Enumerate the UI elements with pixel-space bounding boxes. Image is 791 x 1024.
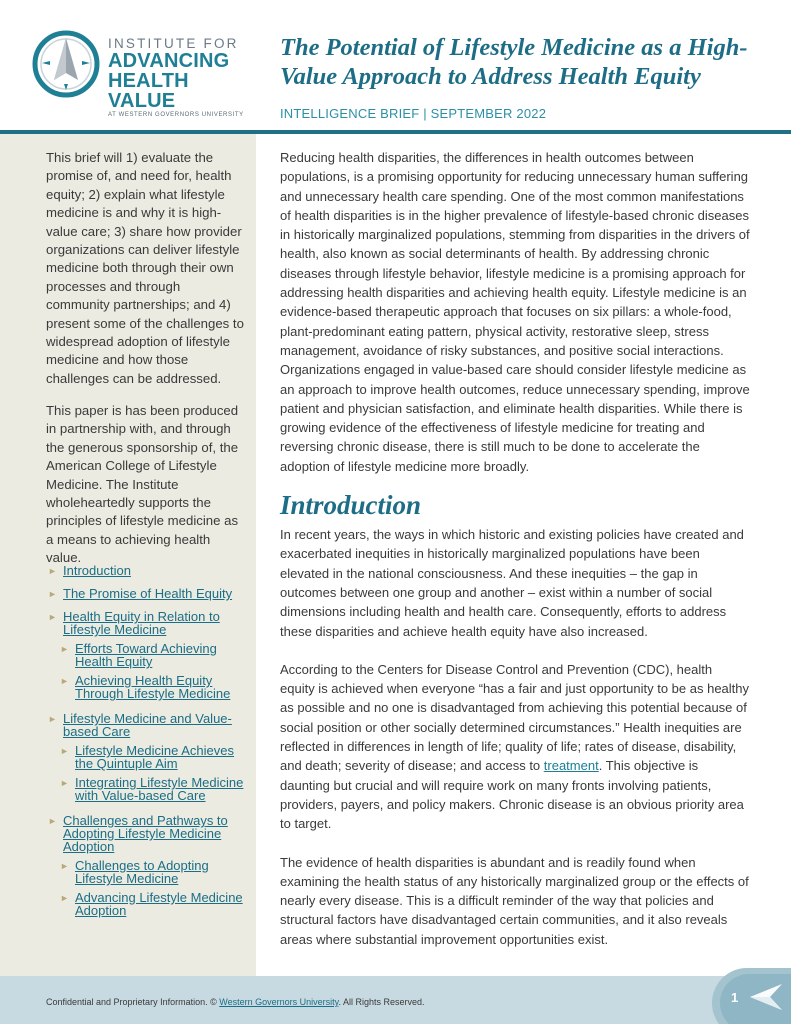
intro-paragraph-3: The evidence of health disparities is abundant and is readily found when examining the health status of any historically marginalized group or the effects of nearly every disease. This is a difficult reminder of the way that policies and structural factors have disadvantaged certain communities, and it also reveals areas where substantial improvement opportunities exist. <box>280 854 749 947</box>
triangle-bullet-icon: ► <box>60 644 69 654</box>
toc-item <box>46 712 251 802</box>
triangle-bullet-icon: ► <box>48 589 57 599</box>
toc-sublist <box>60 858 251 918</box>
footer-text-end: . All Rights Reserved. <box>338 997 425 1007</box>
page-number: 1 <box>731 990 739 1005</box>
toc-sublist <box>60 641 251 701</box>
toc-link-quintuple-aim[interactable]: Lifestyle Medicine Achieves the Quintuple Aim <box>75 743 234 771</box>
toc-sublist <box>60 743 251 803</box>
triangle-bullet-icon: ► <box>60 778 69 788</box>
toc-subitem <box>60 775 251 803</box>
logo-line-advancing: ADVANCING <box>108 50 230 72</box>
page-footer <box>0 976 791 1024</box>
toc-subitem <box>60 743 251 771</box>
toc-subitem <box>60 890 251 918</box>
logo-wordmark <box>108 36 257 120</box>
triangle-bullet-icon: ► <box>48 566 57 576</box>
toc-item <box>46 814 251 917</box>
toc-link-introduction[interactable]: Introduction <box>63 563 131 578</box>
toc-link-health-equity-lifestyle[interactable]: Health Equity in Relation to Lifestyle Medicine <box>63 609 220 637</box>
arrowhead-icon <box>748 982 784 1012</box>
sidebar-intro-text: This brief will 1) evaluate the promise of, and need for, health equity; 2) explain what lifestyle medicine is and why it is high-value care; 3) share how provider organizations can deliver lifestyle medicine both through their own processes and through community partnerships; and 4) present some of the challenges to widespread adoption of lifestyle medicine and how those challenges can be addressed. <box>46 150 244 386</box>
toc-link-efforts-toward-health-equity[interactable]: Efforts Toward Achieving Health Equity <box>75 641 217 669</box>
toc-link-achieving-health-equity[interactable]: Achieving Health Equity Through Lifestyle Medicine <box>75 673 231 701</box>
intro-paragraph-2-text-end: . This objective is daunting but crucial and will require work on many fronts involving patients, providers, payers, and policy makers. Chronic disease is an obvious priority area to target. <box>280 758 744 832</box>
compass-logo-icon <box>32 30 100 98</box>
logo-line-institute: INSTITUTE FOR <box>108 36 239 51</box>
footer-text-start: Confidential and Proprietary Information. © <box>46 997 220 1007</box>
toc-item <box>46 564 251 577</box>
wgu-link[interactable]: Western Governors University <box>219 997 339 1007</box>
triangle-bullet-icon: ► <box>48 816 57 826</box>
table-of-contents <box>46 564 251 929</box>
toc-link-promise-of-health-equity[interactable]: The Promise of Health Equity <box>63 586 233 601</box>
triangle-bullet-icon: ► <box>60 676 69 686</box>
footer-copyright <box>46 997 424 1007</box>
triangle-bullet-icon: ► <box>48 612 57 622</box>
main-content <box>280 148 750 968</box>
introduction-heading: Introduction <box>280 490 422 521</box>
toc-subitem <box>60 858 251 886</box>
intro-paragraph-2-text-start: According to the Centers for Disease Control and Prevention (CDC), health equity is achieved when everyone “has a fair and just opportunity to be as healthy as possible and no one is disadvantaged from achieving this potential because of social position or other socially determined circumstances.” Health inequities are reflected in differences in length of life; quality of life; rates of disease, disability, and death; severity of disease; and access to <box>280 661 750 774</box>
toc-link-lifestyle-value-based-care[interactable]: Lifestyle Medicine and Value-based Care <box>63 711 232 739</box>
toc-link-advancing-adoption[interactable]: Advancing Lifestyle Medicine Adoption <box>75 890 243 918</box>
toc-item <box>46 587 251 600</box>
document-subtitle: INTELLIGENCE BRIEF | SEPTEMBER 2022 <box>280 106 547 121</box>
toc-link-challenges-to-adopting[interactable]: Challenges to Adopting Lifestyle Medicine <box>75 858 209 886</box>
document-title: The Potential of Lifestyle Medicine as a High-Value Approach to Address Health Equity <box>280 34 748 90</box>
toc-link-integrating-lifestyle-medicine[interactable]: Integrating Lifestyle Medicine with Value-based Care <box>75 775 244 803</box>
toc-subitem <box>60 641 251 669</box>
logo-line-wgu: AT WESTERN GOVERNORS UNIVERSITY <box>108 112 244 118</box>
triangle-bullet-icon: ► <box>48 714 57 724</box>
triangle-bullet-icon: ► <box>60 861 69 871</box>
sidebar-partnership-text: This paper is has been produced in partnership with, and through the generous sponsorship of, the American College of Lifestyle Medicine. The Institute wholeheartedly supports the principles of lifestyle medicine as a means to achieving health value. <box>46 403 239 566</box>
treatment-link[interactable]: treatment <box>543 758 599 774</box>
intro-paragraph-2 <box>280 660 750 834</box>
toc-link-challenges-and-pathways[interactable]: Challenges and Pathways to Adopting Lifestyle Medicine Adoption <box>63 813 228 854</box>
triangle-bullet-icon: ► <box>60 746 69 756</box>
triangle-bullet-icon: ► <box>60 893 69 903</box>
institute-logo <box>32 30 257 118</box>
logo-line-health-value: HEALTH VALUE <box>108 70 189 112</box>
sidebar <box>0 134 256 976</box>
toc-item <box>46 610 251 700</box>
abstract-paragraph: Reducing health disparities, the differences in health outcomes between populations, is a promising opportunity for reducing unnecessary human suffering and unnecessary health care spending. One of the most common manifestations of health disparities is in the higher prevalence of lifestyle-based chronic diseases in historically marginalized populations, stemming from disparities in the drivers of health, also known as social determinants of health. By addressing chronic diseases through lifestyle behavior, lifestyle medicine is a promising approach for addressing health disparities and achieving health equity. Lifestyle medicine is an evidence-based therapeutic approach that focuses on six pillars: a whole-food, plant-predominant eating pattern, physical activity, restorative sleep, stress management, avoidance of risky substances, and positive social interactions. Organizations engaged in value-based care should consider lifestyle medicine as an approach to improve health outcomes, reduce unnecessary spending, improve patient and physician satisfaction, and eliminate health disparities. While there is growing evidence of the effectiveness of lifestyle medicine for treating and reversing chronic disease, there is still much to be done to accelerate the adoption of lifestyle medicine more broadly. <box>280 150 750 474</box>
toc-subitem <box>60 673 251 701</box>
intro-paragraph-1: In recent years, the ways in which historic and existing policies have created and exacerbated inequities in historically marginalized populations have been elevated in the national consciousness. And these inequities – the gap in outcomes between one group and another – exist within a number of social dimensions including health and health care. Consequently, efforts to address these disparities and achieve health equity have also increased. <box>280 527 744 639</box>
